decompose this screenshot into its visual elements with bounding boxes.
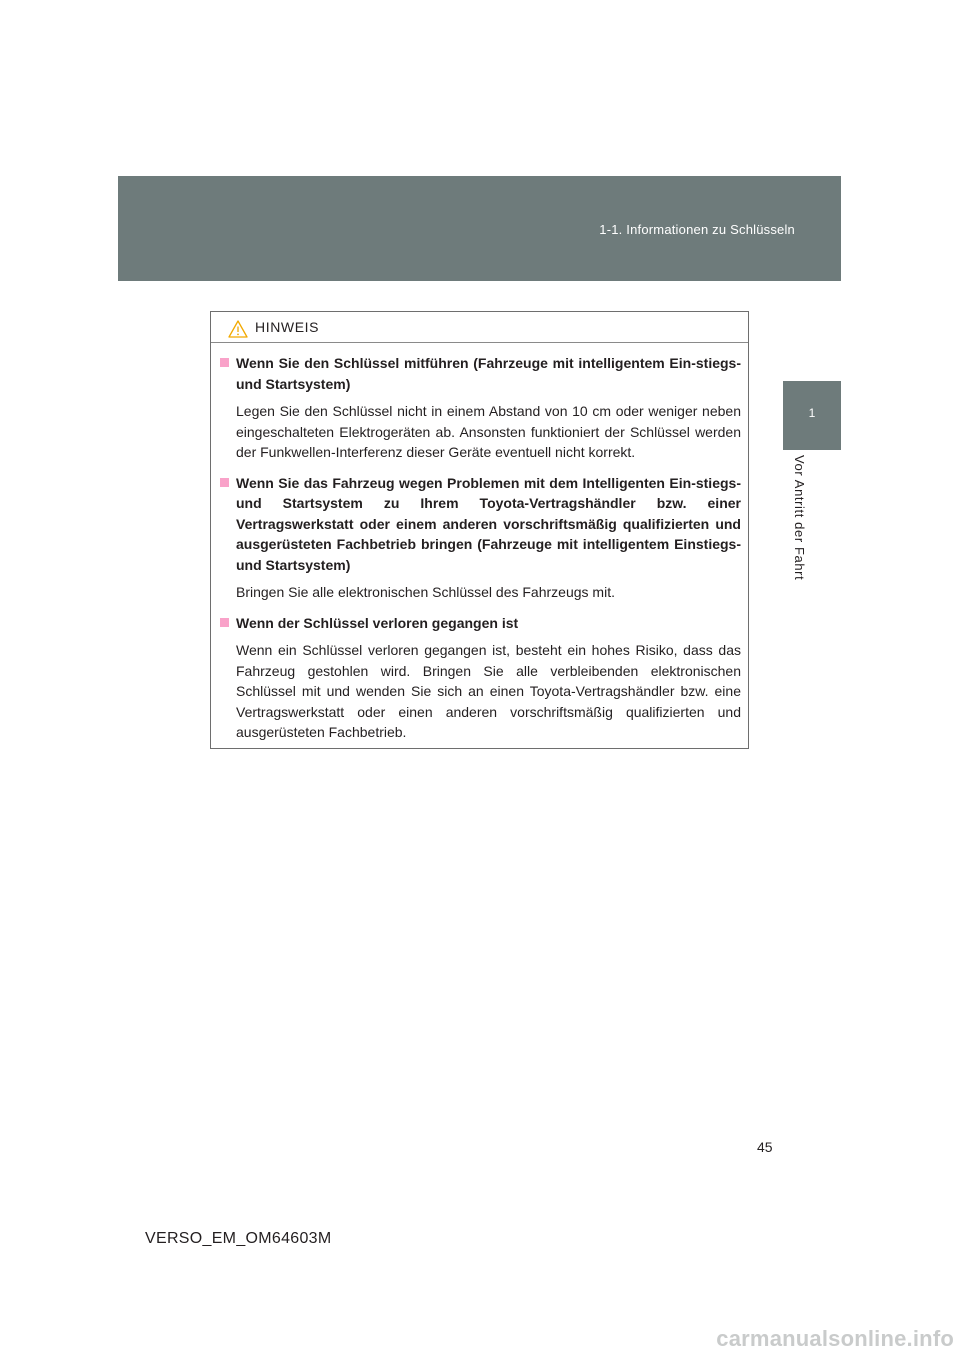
notice-item-text: Legen Sie den Schlüssel nicht in einem Abstand von 10 cm oder weniger neben eingeschalteten Elektrogeräten ab. Ansonsten funktioniert der Schlüssel werden der Funkwellen-Interferenz dieser Geräte eventuell nicht korrekt. <box>236 403 741 460</box>
watermark: carmanualsonline.info <box>716 1326 954 1351</box>
bullet-square-icon <box>220 358 229 367</box>
notice-item <box>218 473 741 603</box>
notice-title: HINWEIS <box>255 319 320 335</box>
chapter-label: Vor Antritt der Fahrt <box>792 455 807 581</box>
page-number: 45 <box>757 1139 773 1155</box>
document-code: VERSO_EM_OM64603M <box>145 1230 332 1247</box>
header-band <box>118 176 841 281</box>
notice-box <box>210 311 749 749</box>
bullet-square-icon <box>220 618 229 627</box>
chapter-number: 1 <box>808 406 816 420</box>
chapter-tab <box>783 381 841 450</box>
warning-triangle-icon <box>228 320 248 338</box>
notice-item-heading-text: Wenn Sie das Fahrzeug wegen Problemen mit dem Intelligenten Ein-stiegs- und Startsystem zu Ihrem Toyota-Vertragshändler bzw. einer Vertragswerkstatt oder einem anderen vorschriftsmäßig qualifizierten und ausgerüsteten Fachbetrieb bringen (Fahrzeuge mit intelligentem Einstiegs- und Startsystem) <box>236 474 741 573</box>
bullet-square-icon <box>220 478 229 487</box>
notice-item-text: Wenn ein Schlüssel verloren gegangen ist, besteht ein hohes Risiko, dass das Fahrzeug gestohlen wird. Bringen Sie alle verbleibenden elektronischen Schlüssel mit und wenden Sie sich an einen Toyota-Vertragshändler bzw. eine Vertragswerkstatt oder einen anderen vorschriftsmäßig qualifizierten und ausgerüsteten Fachbetrieb. <box>236 642 741 740</box>
notice-item-heading <box>218 473 741 576</box>
notice-item-text: Bringen Sie alle elektronischen Schlüssel des Fahrzeugs mit. <box>236 584 615 600</box>
notice-header <box>211 312 748 343</box>
notice-item-heading-text: Wenn Sie den Schlüssel mitführen (Fahrzeuge mit intelligentem Ein-stiegs- und Startsystem) <box>236 355 741 392</box>
notice-item-heading <box>218 613 741 634</box>
notice-item-heading <box>218 353 741 394</box>
notice-item-heading-text: Wenn der Schlüssel verloren gegangen ist <box>236 614 519 631</box>
notice-body <box>211 343 748 743</box>
notice-item <box>218 353 741 463</box>
section-title: 1-1. Informationen zu Schlüsseln <box>599 222 795 237</box>
notice-item <box>218 613 741 743</box>
